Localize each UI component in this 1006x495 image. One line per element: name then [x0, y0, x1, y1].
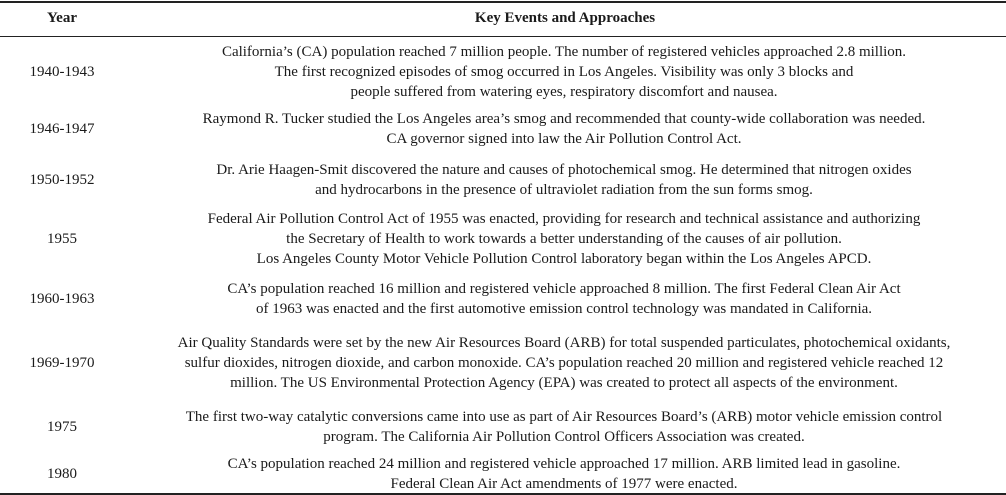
row-year: 1975	[47, 418, 77, 435]
row-year: 1955	[47, 230, 77, 247]
table-header	[0, 2, 1006, 36]
table-row	[0, 454, 1006, 494]
event-text-line: the Secretary of Health to work towards a better understanding of the causes of air pollution.	[286, 231, 842, 247]
event-text-line: Los Angeles County Motor Vehicle Pollution Control laboratory began within the Los Angeles APCD.	[256, 251, 872, 267]
event-text-line: and hydrocarbons in the presence of ultraviolet radiation from the sun forms smog.	[315, 182, 813, 198]
row-events	[124, 154, 1004, 206]
event-text-line: CA governor signed into law the Air Pollution Control Act.	[386, 131, 742, 147]
table-row	[0, 206, 1006, 272]
row-events	[124, 400, 1004, 454]
year-column-header: Year	[47, 10, 77, 26]
table-row	[0, 104, 1006, 154]
row-year: 1940-1943	[29, 63, 95, 80]
table-row	[0, 400, 1006, 454]
event-text-line: of 1963 was enacted and the first automotive emission control technology was mandated in California.	[255, 301, 873, 317]
table-row	[0, 154, 1006, 206]
row-year: 1960-1963	[29, 290, 95, 307]
table-row	[0, 326, 1006, 400]
event-text-line: program. The California Air Pollution Control Officers Association was created.	[323, 429, 805, 445]
table-row	[0, 40, 1006, 104]
event-text-line: Federal Air Pollution Control Act of 1955 was enacted, providing for research and technical assistance and authorizing	[207, 211, 921, 227]
row-year: 1946-1947	[29, 120, 95, 137]
table-header-rule	[0, 36, 1006, 37]
row-events	[124, 272, 1004, 326]
event-text-line: California’s (CA) population reached 7 million people. The number of registered vehicles approached 2.8 million.	[221, 44, 907, 60]
event-text-line: sulfur dioxides, nitrogen dioxide, and carbon monoxide. CA’s population reached 20 million and registered vehicle reached 12	[184, 355, 944, 371]
row-events	[124, 104, 1004, 154]
row-events	[124, 206, 1004, 272]
event-text-line: The first recognized episodes of smog occurred in Los Angeles. Visibility was only 3 blocks and	[274, 64, 854, 80]
event-text-line: CA’s population reached 24 million and registered vehicle approached 17 million. ARB limited lead in gasoline.	[227, 456, 901, 472]
row-events	[124, 454, 1004, 494]
event-text-line: Dr. Arie Haagen-Smit discovered the nature and causes of photochemical smog. He determined that nitrogen oxides	[216, 162, 912, 178]
row-year: 1969-1970	[29, 354, 95, 371]
row-year: 1980	[47, 465, 77, 482]
event-text-line: CA’s population reached 16 million and registered vehicle approached 8 million. The first Federal Clean Air Act	[227, 281, 901, 297]
event-text-line: The first two-way catalytic conversions came into use as part of Air Resources Board’s (ARB) motor vehicle emission control	[185, 409, 943, 425]
event-text-line: Federal Clean Air Act amendments of 1977 were enacted.	[390, 476, 738, 492]
row-events	[124, 326, 1004, 400]
event-text-line: million. The US Environmental Protection Agency (EPA) was created to protect all aspects of the environment.	[230, 375, 898, 391]
event-text-line: Air Quality Standards were set by the new Air Resources Board (ARB) for total suspended particulates, photochemical oxidants,	[177, 335, 951, 351]
event-text-line: Raymond R. Tucker studied the Los Angeles area’s smog and recommended that county-wide collaboration was needed.	[202, 111, 926, 127]
table-row	[0, 272, 1006, 326]
events-column-header: Key Events and Approaches	[474, 10, 656, 26]
event-text-line: people suffered from watering eyes, respiratory discomfort and nausea.	[350, 84, 778, 100]
row-events	[124, 40, 1004, 104]
row-year: 1950-1952	[29, 171, 95, 188]
